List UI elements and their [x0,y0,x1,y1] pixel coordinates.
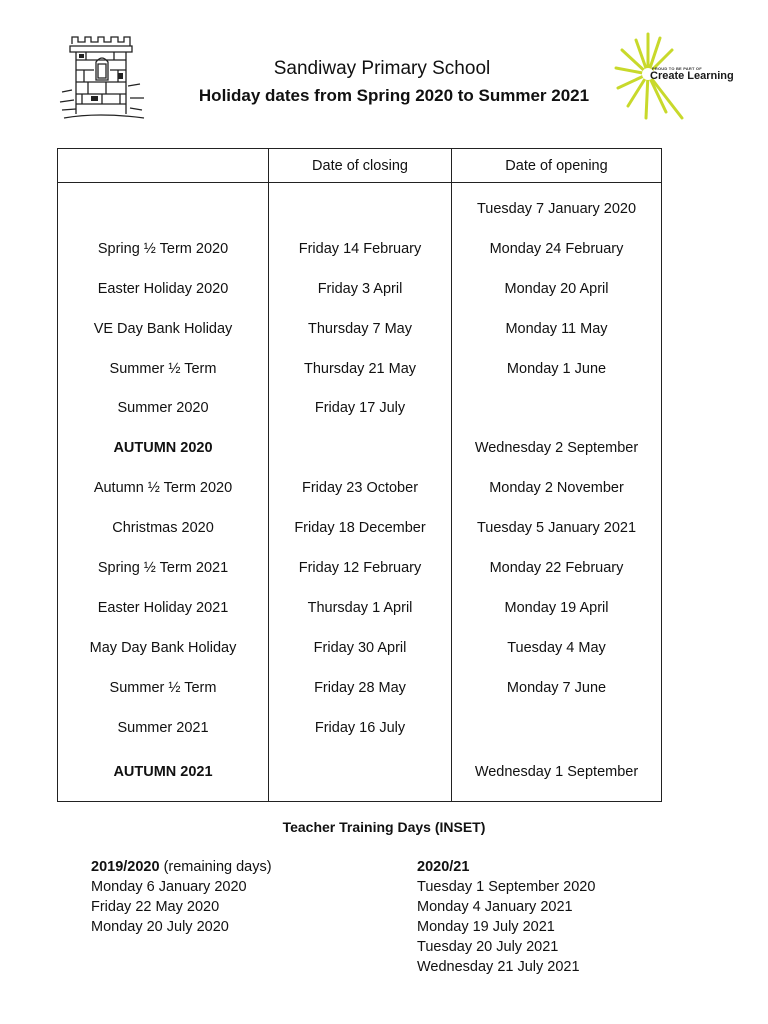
inset-day: Monday 19 July 2021 [417,919,555,935]
closing-cell: Thursday 7 May [269,309,452,349]
table-row [58,229,662,269]
holiday-dates-table [57,148,662,802]
inset-day: Monday 4 January 2021 [417,899,573,915]
opening-cell: Monday 24 February [452,229,662,269]
table-row [58,183,662,229]
term-cell: VE Day Bank Holiday [58,309,269,349]
closing-cell: Thursday 21 May [269,349,452,389]
term-cell: Spring ½ Term 2020 [58,229,269,269]
inset-day: Friday 22 May 2020 [91,899,220,915]
page-subtitle: Holiday dates from Spring 2020 to Summer 2021 [198,86,590,105]
inset-heading-row [91,857,272,877]
closing-cell: Thursday 1 April [269,588,452,628]
closing-cell: Friday 30 April [269,628,452,668]
partner-logo-name: Create Learning [650,70,734,82]
header-cell-opening: Date of opening [452,149,662,183]
closing-cell: Friday 17 July [269,388,452,428]
opening-cell: Tuesday 5 January 2021 [452,508,662,548]
term-cell: Easter Holiday 2021 [58,588,269,628]
closing-cell: Friday 23 October [269,468,452,508]
opening-cell: Monday 19 April [452,588,662,628]
opening-cell: Monday 1 June [452,349,662,389]
opening-cell: Monday 7 June [452,668,662,708]
closing-cell: Friday 18 December [269,508,452,548]
header-cell-closing: Date of closing [269,149,452,183]
term-cell: Summer ½ Term [58,668,269,708]
term-cell: Easter Holiday 2020 [58,269,269,309]
term-cell: AUTUMN 2020 [58,428,269,468]
opening-cell: Wednesday 2 September [452,428,662,468]
school-name: Sandiway Primary School [273,58,491,79]
inset-heading: 2019/2020 [91,859,160,875]
table-row [58,468,662,508]
partner-logo-tagline: PROUD TO BE PART OF [652,66,702,71]
term-cell: May Day Bank Holiday [58,628,269,668]
table-header-row [58,149,662,183]
term-cell: Spring ½ Term 2021 [58,548,269,588]
opening-cell: Monday 22 February [452,548,662,588]
term-cell: Summer 2020 [58,388,269,428]
term-cell: AUTUMN 2021 [58,747,269,802]
table-row [58,269,662,309]
opening-cell: Tuesday 7 January 2020 [452,183,662,229]
header-cell-term [58,149,269,183]
term-cell: Autumn ½ Term 2020 [58,468,269,508]
opening-cell [452,708,662,748]
opening-cell: Monday 11 May [452,309,662,349]
closing-cell: Friday 3 April [269,269,452,309]
closing-cell: Friday 28 May [269,668,452,708]
term-cell: Summer ½ Term [58,349,269,389]
table-row [58,428,662,468]
closing-cell: Friday 14 February [269,229,452,269]
table-row [58,309,662,349]
opening-cell: Tuesday 4 May [452,628,662,668]
inset-day: Wednesday 21 July 2021 [417,959,580,975]
inset-day: Monday 20 July 2020 [91,919,229,935]
term-cell: Christmas 2020 [58,508,269,548]
closing-cell: Friday 16 July [269,708,452,748]
table-row [58,508,662,548]
opening-cell [452,388,662,428]
inset-heading: 2020/21 [417,859,470,875]
table-row [58,708,662,748]
inset-day: Monday 6 January 2020 [91,879,247,895]
inset-2019-2020-column [91,857,272,937]
opening-cell: Wednesday 1 September [452,747,662,802]
inset-title: Teacher Training Days (INSET) [282,819,486,835]
closing-cell [269,183,452,229]
closing-cell [269,747,452,802]
term-cell [58,183,269,229]
table-row [58,628,662,668]
table-row [58,548,662,588]
closing-cell [269,428,452,468]
table-row [58,747,662,802]
inset-2020-21-column [417,857,595,977]
term-cell: Summer 2021 [58,708,269,748]
table-row [58,388,662,428]
table-row [58,588,662,628]
inset-heading-row [417,857,595,877]
inset-day: Tuesday 1 September 2020 [417,879,596,895]
inset-day: Tuesday 20 July 2021 [417,939,559,955]
opening-cell: Monday 20 April [452,269,662,309]
table-row [58,668,662,708]
closing-cell: Friday 12 February [269,548,452,588]
table-row [58,349,662,389]
inset-heading-note: (remaining days) [163,859,272,875]
opening-cell: Monday 2 November [452,468,662,508]
